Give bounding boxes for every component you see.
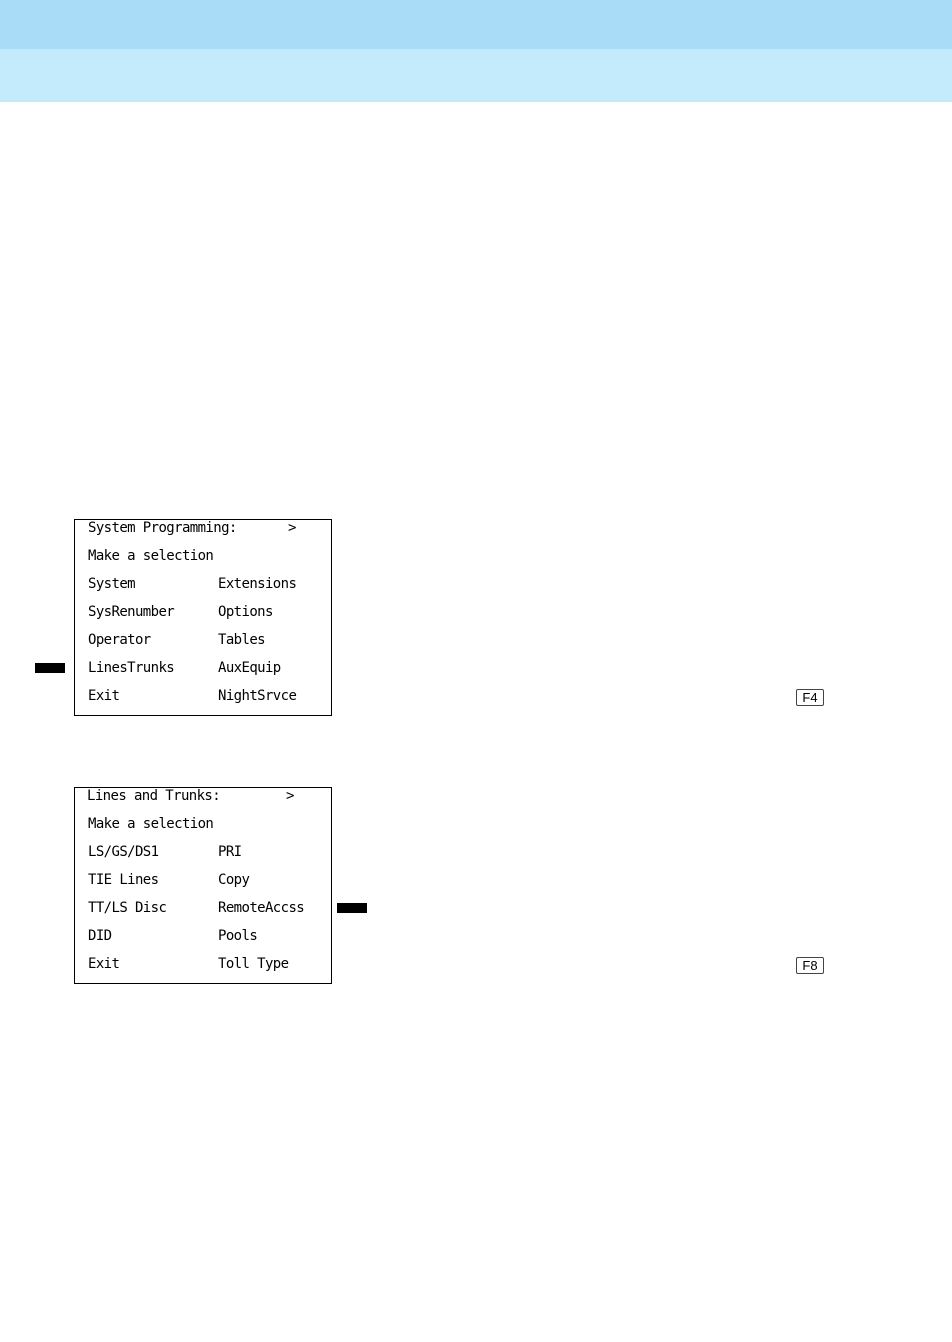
menu-row xyxy=(75,953,331,975)
menu-row xyxy=(75,601,331,623)
header-band-bottom xyxy=(0,49,952,102)
screen-subtitle: Make a selection xyxy=(88,548,214,564)
menu-item-options[interactable]: Options xyxy=(218,604,273,620)
menu-row xyxy=(75,925,331,947)
header-band-top xyxy=(0,0,952,49)
next-page-arrow[interactable]: > xyxy=(286,788,294,804)
menu-item-tables[interactable]: Tables xyxy=(218,632,265,648)
next-page-arrow[interactable]: > xyxy=(288,520,296,536)
screen-title: Lines and Trunks: xyxy=(87,788,221,804)
menu-item-tie-lines[interactable]: TIE Lines xyxy=(88,872,159,888)
menu-item-pools[interactable]: Pools xyxy=(218,928,258,944)
menu-item-system[interactable]: System xyxy=(88,576,135,592)
menu-item-ls-gs-ds1[interactable]: LS/GS/DS1 xyxy=(88,844,159,860)
menu-item-sysrenumber[interactable]: SysRenumber xyxy=(88,604,175,620)
menu-item-exit[interactable]: Exit xyxy=(88,688,120,704)
menu-row xyxy=(75,841,331,863)
menu-row xyxy=(75,657,331,679)
screen-title-row xyxy=(75,785,331,807)
menu-item-operator[interactable]: Operator xyxy=(88,632,151,648)
system-programming-screen xyxy=(74,519,332,716)
menu-item-toll-type[interactable]: Toll Type xyxy=(218,956,289,972)
menu-item-did[interactable]: DID xyxy=(88,928,112,944)
screen-subtitle-row xyxy=(75,813,331,835)
screen-subtitle: Make a selection xyxy=(88,816,214,832)
menu-item-tt-ls-disc[interactable]: TT/LS Disc xyxy=(88,900,167,916)
menu-item-exit[interactable]: Exit xyxy=(88,956,120,972)
screen-subtitle-row xyxy=(75,545,331,567)
function-key-f4[interactable]: F4 xyxy=(796,689,824,706)
menu-row xyxy=(75,869,331,891)
menu-item-pri[interactable]: PRI xyxy=(218,844,242,860)
selection-marker xyxy=(337,903,367,913)
menu-row xyxy=(75,897,331,919)
lines-and-trunks-screen xyxy=(74,787,332,984)
menu-item-nightsrvce[interactable]: NightSrvce xyxy=(218,688,297,704)
function-key-f8[interactable]: F8 xyxy=(796,957,824,974)
selection-marker xyxy=(35,663,65,673)
menu-row xyxy=(75,629,331,651)
menu-item-remoteaccss[interactable]: RemoteAccss xyxy=(218,900,305,916)
screen-title: System Programming: xyxy=(88,520,237,536)
menu-item-copy[interactable]: Copy xyxy=(218,872,250,888)
menu-item-auxequip[interactable]: AuxEquip xyxy=(218,660,281,676)
menu-item-extensions[interactable]: Extensions xyxy=(218,576,297,592)
menu-item-linestrunks[interactable]: LinesTrunks xyxy=(88,660,175,676)
menu-row xyxy=(75,685,331,707)
menu-row xyxy=(75,573,331,595)
screen-title-row xyxy=(75,517,331,539)
